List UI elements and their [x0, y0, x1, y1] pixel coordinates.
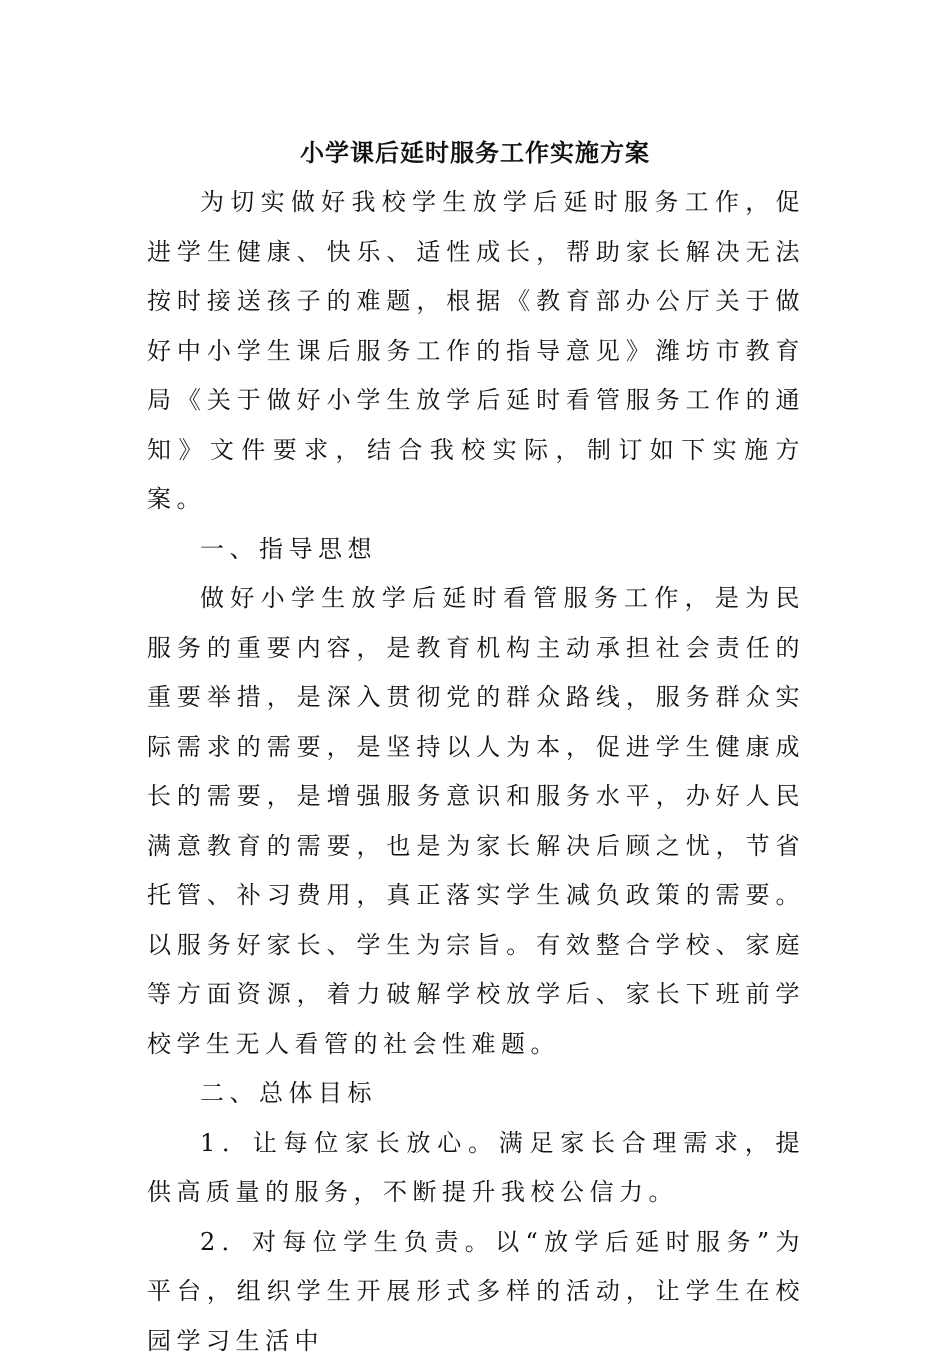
goal-item-2: 2．对每位学生负责。以“放学后延时服务”为平台，组织学生开展形式多样的活动，让学生在校园学习生活中: [147, 1218, 805, 1366]
section-heading-guiding-ideology: 一、指导思想: [147, 525, 805, 575]
guiding-ideology-paragraph: 做好小学生放学后延时看管服务工作，是为民服务的重要内容，是教育机构主动承担社会责任的重要举措，是深入贯彻党的群众路线，服务群众实际需求的需要，是坚持以人为本，促进学生健康成长的需要，是增强服务意识和服务水平，办好人民满意教育的需要，也是为家长解决后顾之忧，节省托管、补习费用，真正落实学生减负政策的需要。以服务好家长、学生为宗旨。有效整合学校、家庭等方面资源，着力破解学校放学后、家长下班前学校学生无人看管的社会性难题。: [147, 574, 805, 1069]
document-title: 小学课后延时服务工作实施方案: [0, 133, 950, 173]
intro-paragraph: 为切实做好我校学生放学后延时服务工作，促进学生健康、快乐、适性成长，帮助家长解决无法按时接送孩子的难题，根据《教育部办公厅关于做好中小学生课后服务工作的指导意见》潍坊市教育局《关于做好小学生放学后延时看管服务工作的通知》文件要求，结合我校实际，制订如下实施方案。: [147, 178, 805, 525]
section-heading-overall-goals: 二、总体目标: [147, 1069, 805, 1119]
document-body: [147, 178, 805, 1366]
goal-item-1: 1．让每位家长放心。满足家长合理需求，提供高质量的服务，不断提升我校公信力。: [147, 1119, 805, 1218]
